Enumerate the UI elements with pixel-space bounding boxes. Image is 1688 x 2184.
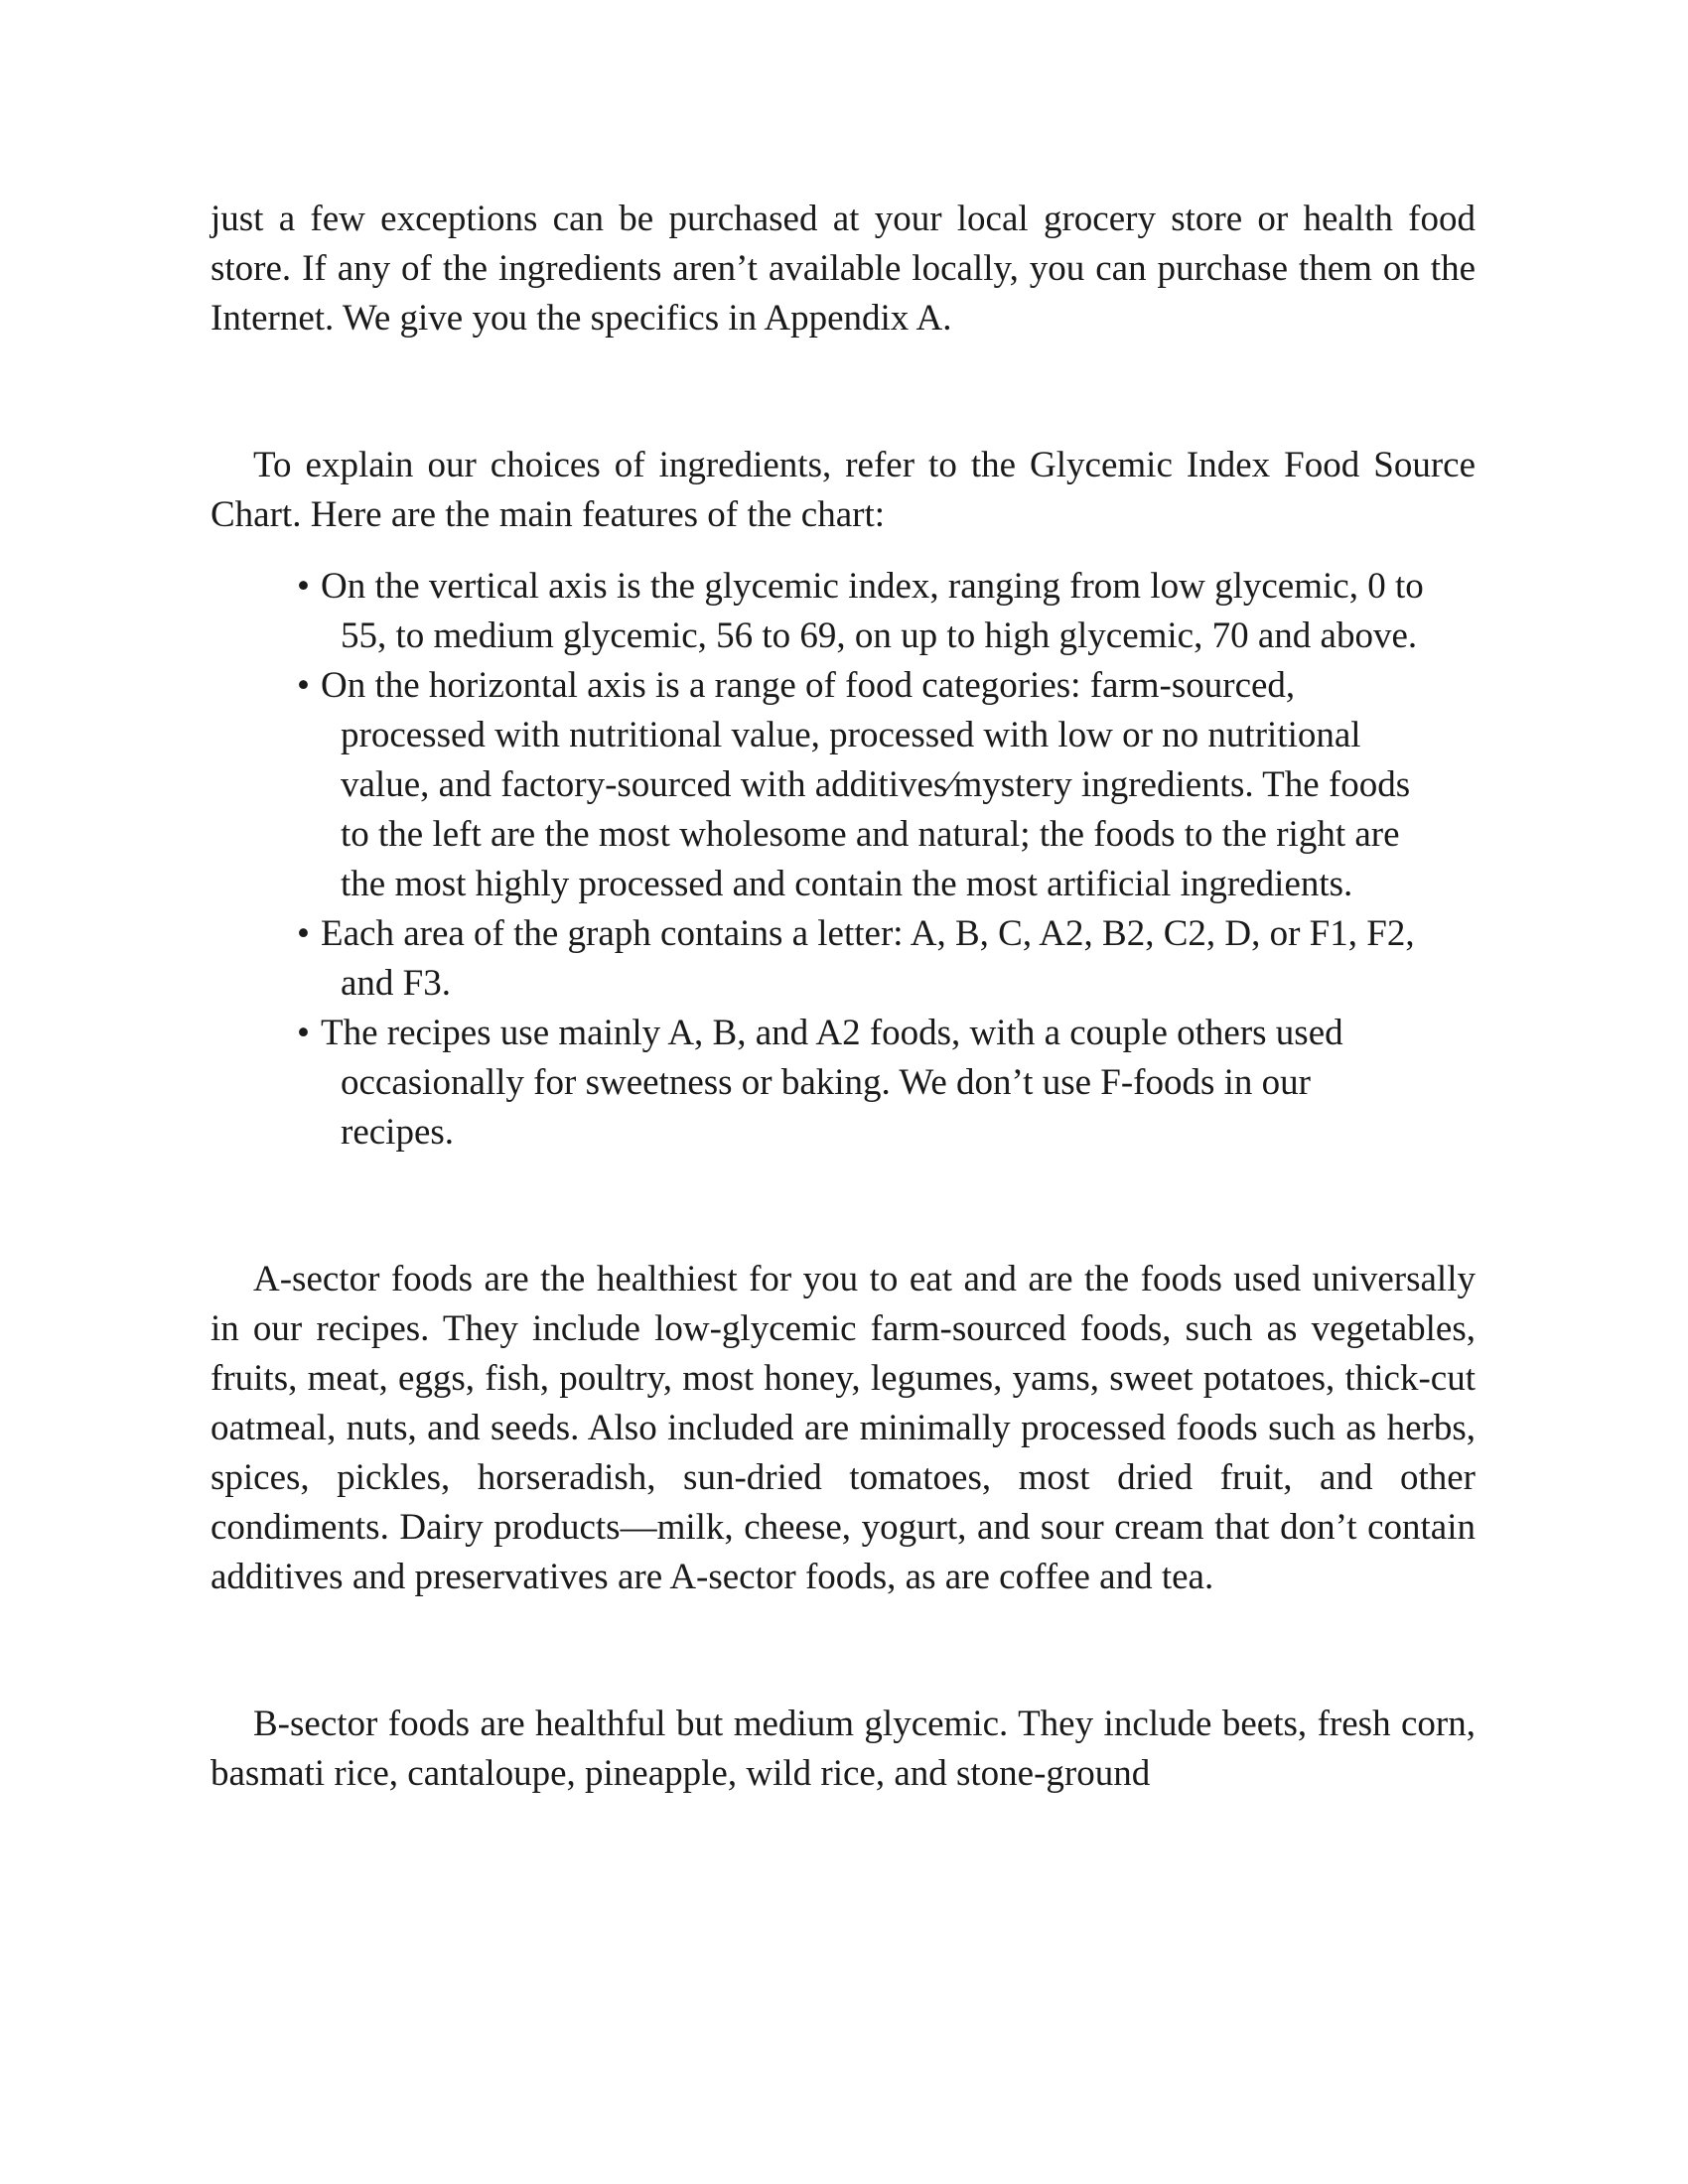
- bullet-symbol: •: [297, 1013, 310, 1053]
- list-item-text: On the vertical axis is the glycemic index, ranging from low glycemic, 0 to 55, to medium glycemic, 56 to 69, on up to high glycemic, 70 and above.: [321, 566, 1424, 656]
- bullet-symbol: •: [297, 566, 310, 607]
- bullet-symbol: •: [297, 913, 310, 954]
- list-item: [297, 562, 1429, 661]
- list-item-text: Each area of the graph contains a letter: A, B, C, A2, B2, C2, D, or F1, F2, and F3.: [321, 913, 1415, 1004]
- list-item: [297, 909, 1429, 1009]
- chart-features-list: [211, 562, 1429, 1158]
- paragraph-b-sector: B-sector foods are healthful but medium glycemic. They include beets, fresh corn, basmati rice, cantaloupe, pineapple, wild rice, and stone-ground: [211, 1704, 1476, 1794]
- list-item-text: The recipes use mainly A, B, and A2 foods, with a couple others used occasionally for sweetness or baking. We don’t use F-foods in our recipes.: [321, 1013, 1343, 1153]
- page-body: [211, 195, 1476, 1799]
- bullet-symbol: •: [297, 665, 310, 706]
- paragraph-a-sector: A-sector foods are the healthiest for you to eat and are the foods used universally in our recipes. They include low-glycemic farm-sourced foods, such as vegetables, fruits, meat, eggs, fish, poultry, most honey, legumes, yams, sweet potatoes, thick-cut oatmeal, nuts, and seeds. Also included are minimally processed foods such as herbs, spices, pickles, horseradish, sun-dried tomatoes, most dried fruit, and other condiments. Dairy products—milk, cheese, yogurt, and sour cream that don’t contain additives and preservatives are A-sector foods, as are coffee and tea.: [211, 1259, 1476, 1597]
- list-item-text: On the horizontal axis is a range of food categories: farm-sourced, processed with nutritional value, processed with low or no nutritional value, and factory-sourced with additives⁄mystery ingredients. The foods to the left are the most wholesome and natural; the foods to the right are the most highly processed and contain the most artificial ingredients.: [321, 665, 1411, 904]
- paragraph-intro-continuation: just a few exceptions can be purchased at your local grocery store or health food store. If any of the ingredients aren’t available locally, you can purchase them on the Internet. We give you the specifics in Appendix A.: [211, 199, 1476, 339]
- list-item: [297, 661, 1429, 909]
- list-item: [297, 1009, 1429, 1158]
- paragraph-chart-intro: To explain our choices of ingredients, refer to the Glycemic Index Food Source Chart. Here are the main features of the chart:: [211, 445, 1476, 535]
